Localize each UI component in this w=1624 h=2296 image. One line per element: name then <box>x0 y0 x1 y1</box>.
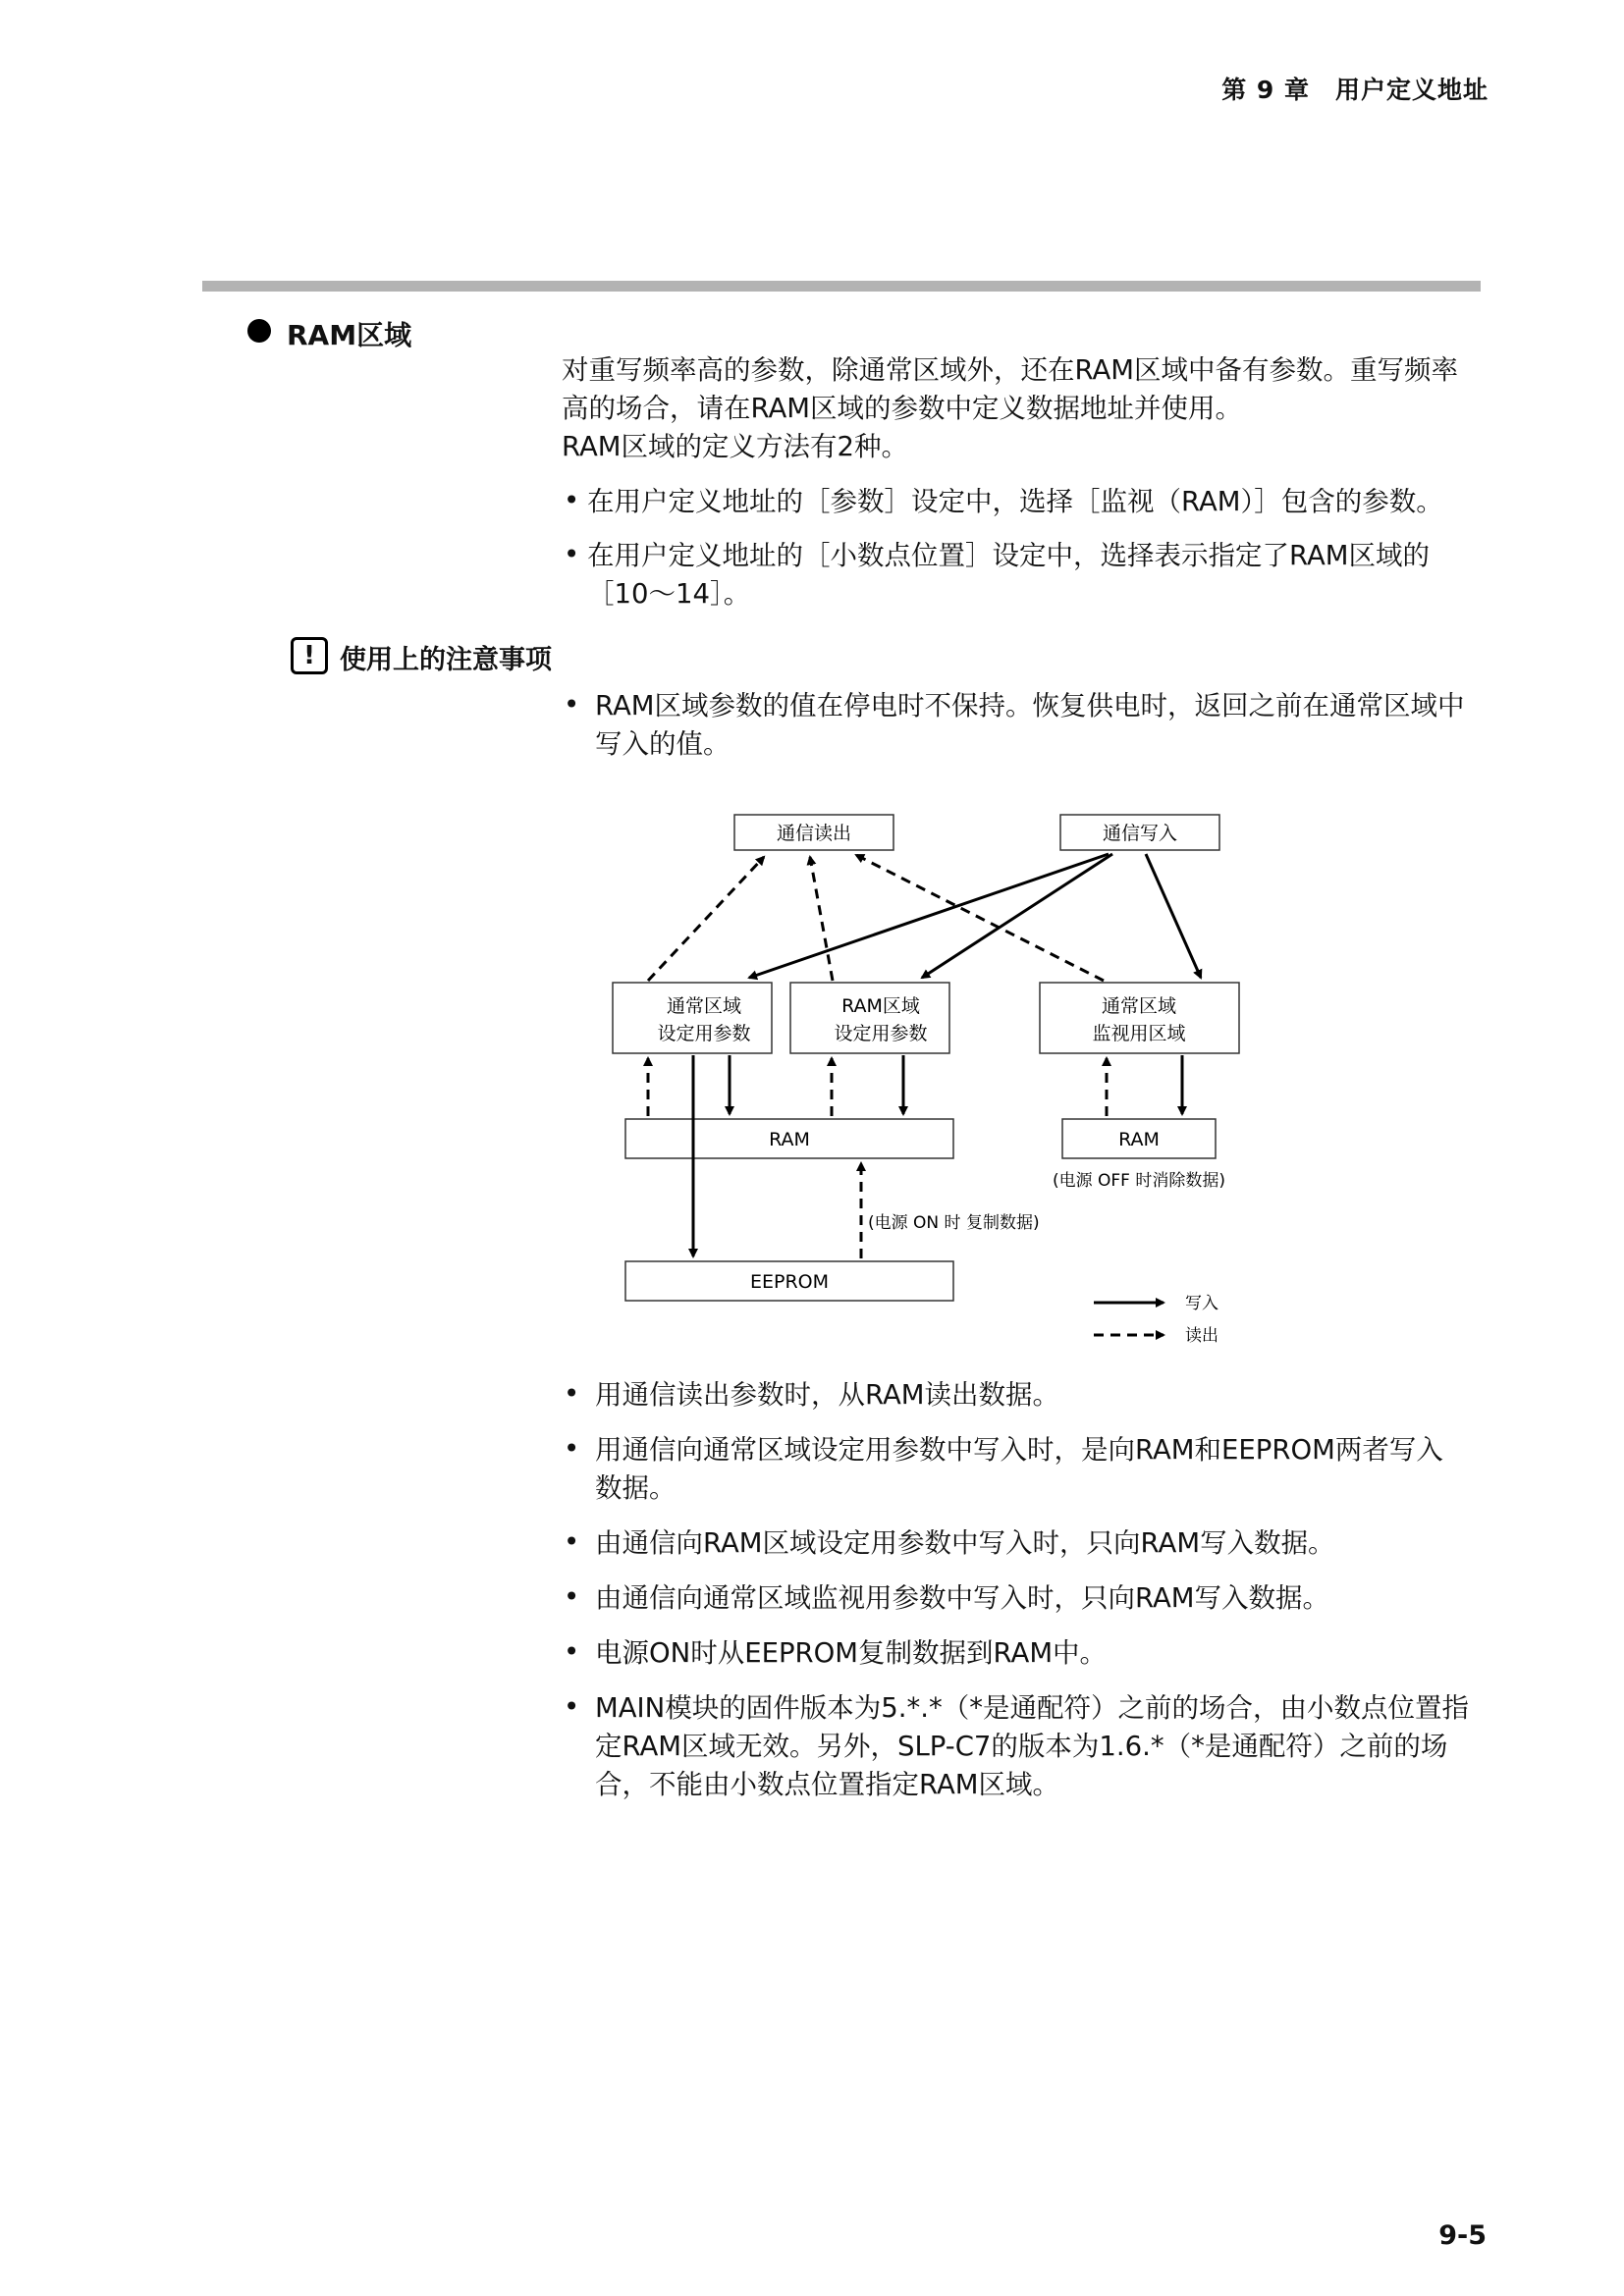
caution-title: 使用上的注意事项 <box>340 645 552 675</box>
box-comm-read-label: 通信读出 <box>776 823 852 844</box>
box-normal-setting-params <box>613 983 772 1053</box>
list-item: • 用通信向通常区域设定用参数中写入时，是向RAM和EEPROM两者写入 数据。 <box>562 1431 1485 1508</box>
box-label-line: 监视用区域 <box>1092 1023 1186 1044</box>
legend <box>1094 1294 1218 1346</box>
ram-data-flow-diagram <box>589 800 1296 1350</box>
box-eeprom <box>625 1261 953 1301</box>
intro-line: 对重写频率高的参数，除通常区域外，还在RAM区域中备有参数。重写频率 <box>562 354 1459 386</box>
list-item: • 在用户定义地址的［小数点位置］设定中，选择表示指定了RAM区域的 ［10～14］。 <box>562 537 1485 614</box>
box-label-line: 通常区域 <box>1101 995 1177 1017</box>
list-item: • 由通信向通常区域监视用参数中写入时，只向RAM写入数据。 <box>562 1579 1485 1618</box>
intro-line: RAM区域的定义方法有2种。 <box>562 431 909 462</box>
list-item: • 用通信读出参数时，从RAM读出数据。 <box>562 1376 1485 1415</box>
box-ram-setting-params <box>790 983 949 1053</box>
read-arrow-normal-setting <box>648 857 764 981</box>
write-arrow-to-normal-monitor <box>1146 854 1201 978</box>
chapter-header: 第 9 章 用户定义地址 <box>1221 76 1489 104</box>
definition-methods-list <box>562 483 1485 629</box>
legend-read-label: 读出 <box>1185 1326 1218 1346</box>
read-arrow-normal-monitor <box>856 855 1104 981</box>
caution-icon: ! <box>291 637 328 674</box>
box-label-line: RAM区域 <box>841 995 920 1017</box>
box-label-line: 设定用参数 <box>657 1023 751 1044</box>
list-item: • 在用户定义地址的［参数］设定中，选择［监视（RAM）］包含的参数。 <box>562 483 1485 521</box>
list-item: • 由通信向RAM区域设定用参数中写入时，只向RAM写入数据。 <box>562 1524 1485 1563</box>
box-normal-monitor-area <box>1040 983 1239 1053</box>
section-bullet-icon <box>247 319 271 343</box>
list-item: • MAIN模块的固件版本为5.*.*（*是通配符）之前的场合，由小数点位置指 定RAM区域无效。另外，SLP-C7的版本为1.6.*（*是通配符）之前的场 合，不能由小数点位置指定RAM区域。 <box>562 1689 1485 1804</box>
caution-intro <box>562 687 1485 780</box>
section-divider <box>202 281 1481 292</box>
box-ram <box>625 1119 953 1158</box>
box-eeprom-label: EEPROM <box>749 1271 830 1293</box>
write-arrow-to-ram-setting <box>922 854 1112 978</box>
read-arrow-ram-setting <box>810 857 833 981</box>
write-arrow-to-normal-setting <box>749 854 1109 978</box>
box-label-line: 通常区域 <box>666 995 742 1017</box>
section-intro <box>562 351 1485 466</box>
box-label-line: 设定用参数 <box>834 1023 928 1044</box>
box-comm-read <box>734 815 893 850</box>
section-title: RAM区域 <box>287 319 412 351</box>
power-on-note: (电源 ON 时 复制数据) <box>868 1213 1040 1233</box>
box-ram-monitor <box>1062 1119 1216 1158</box>
intro-line: 高的场合，请在RAM区域的参数中定义数据地址并使用。 <box>562 393 1243 424</box>
page-number: 9-5 <box>1438 2220 1487 2251</box>
caution-notes-list <box>562 1376 1485 1821</box>
list-item: • 电源ON时从EEPROM复制数据到RAM中。 <box>562 1634 1485 1673</box>
box-ram-label: RAM <box>769 1129 810 1150</box>
legend-write-label: 写入 <box>1185 1294 1218 1313</box>
box-comm-write <box>1060 815 1219 850</box>
box-comm-write-label: 通信写入 <box>1102 823 1178 844</box>
power-off-note: (电源 OFF 时消除数据) <box>1052 1171 1226 1191</box>
list-item: • RAM区域参数的值在停电时不保持。恢复供电时，返回之前在通常区域中 写入的值。 <box>562 687 1485 764</box>
box-ram-monitor-label: RAM <box>1118 1129 1160 1150</box>
